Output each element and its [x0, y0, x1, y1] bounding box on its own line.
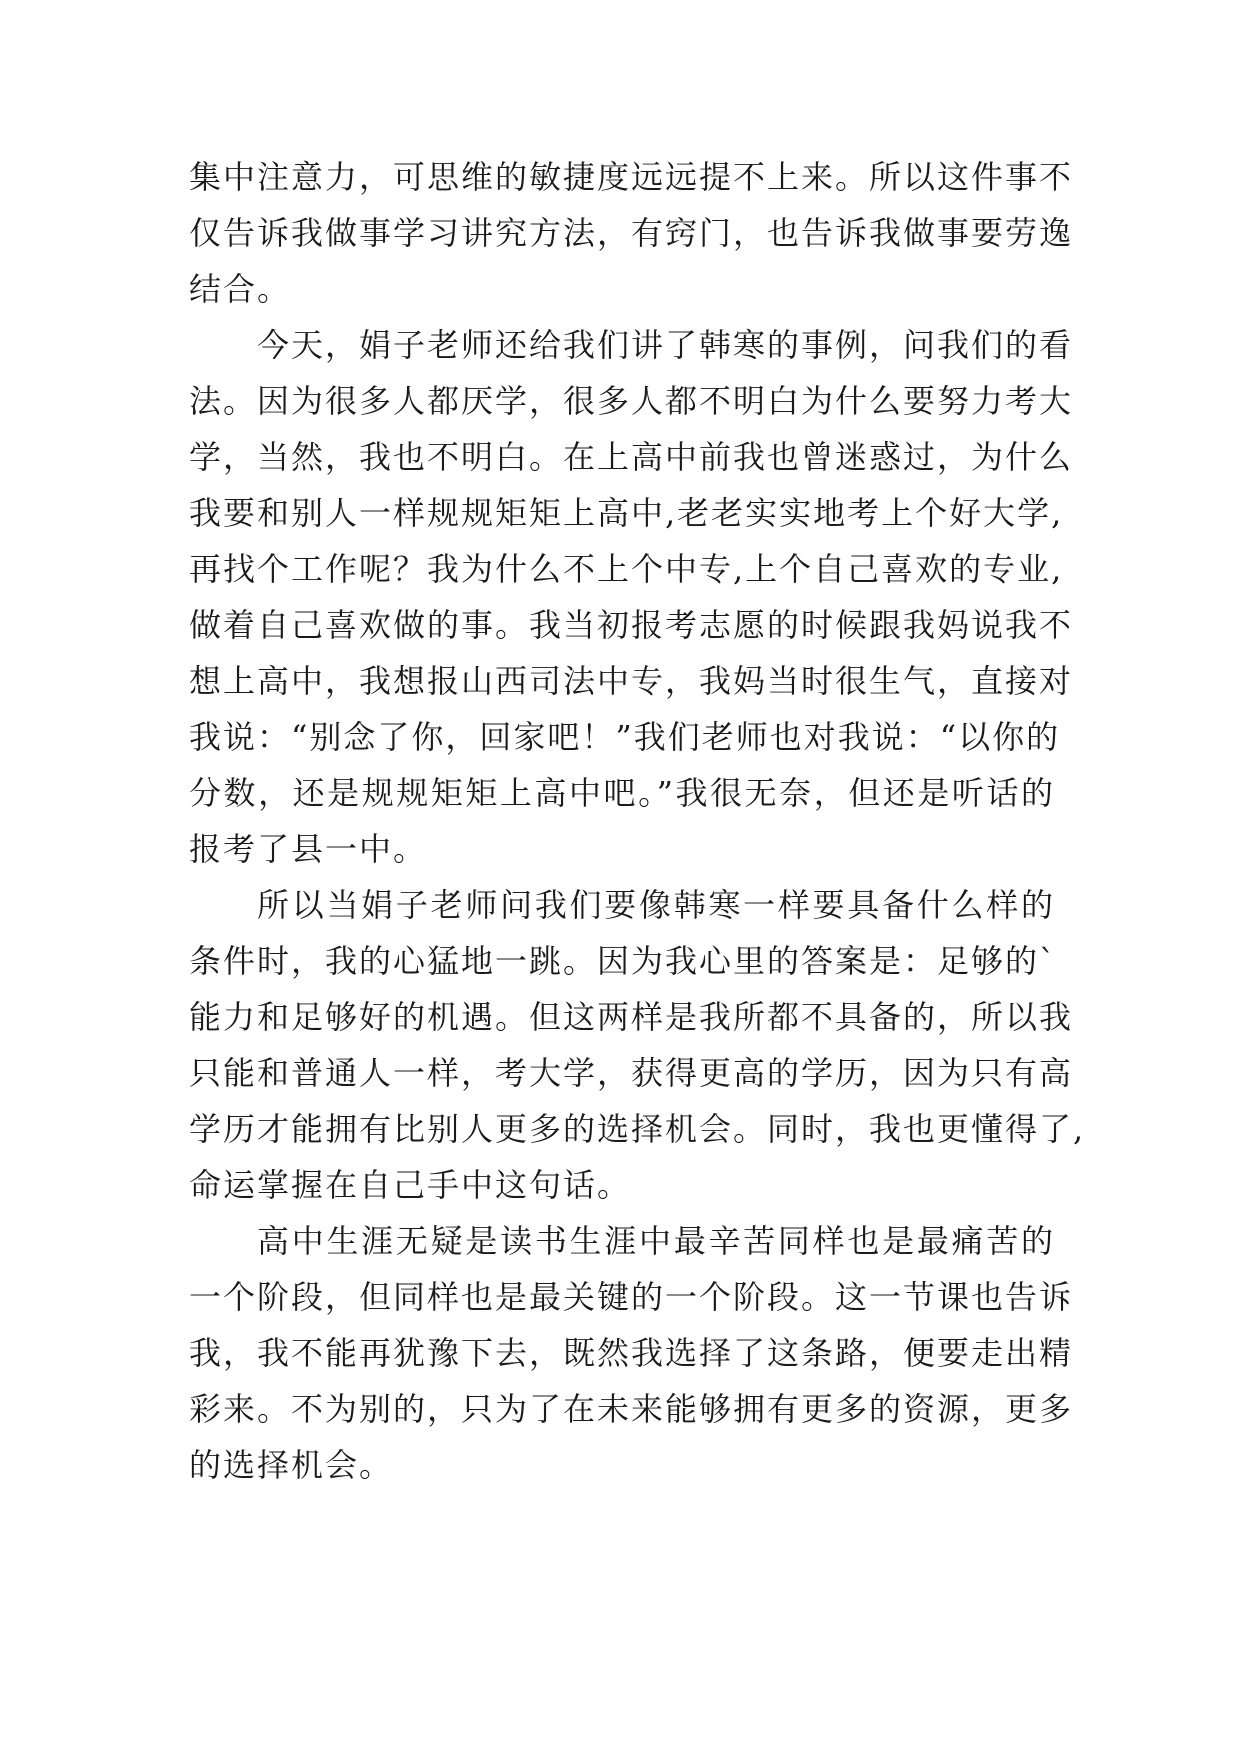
text-line: 做着自己喜欢做的事。我当初报考志愿的时候跟我妈说我不	[189, 606, 1074, 644]
text-line: 集中注意力，可思维的敏捷度远远提不上来。所以这件事不	[189, 158, 1074, 196]
text-line: 我要和别人一样规规矩矩上高中,老老实实地考上个好大学,	[189, 494, 1064, 532]
text-line: 只能和普通人一样，考大学，获得更高的学历，因为只有高	[189, 1054, 1074, 1092]
text-line: 学历才能拥有比别人更多的选择机会。同时，我也更懂得了,	[189, 1110, 1086, 1148]
text-line: 彩来。不为别的，只为了在未来能够拥有更多的资源，更多	[189, 1390, 1074, 1428]
text-line: 再找个工作呢？我为什么不上个中专,上个自己喜欢的专业,	[189, 550, 1064, 588]
paragraph	[189, 877, 1086, 1213]
paragraph	[189, 149, 1074, 317]
text-line: 条件时，我的心猛地一跳。因为我心里的答案是：足够的`	[189, 942, 1058, 980]
essay-body	[189, 149, 1086, 1493]
text-line: 今天，娟子老师还给我们讲了韩寒的事例，问我们的看	[257, 326, 1074, 364]
text-line: 分数，还是规规矩矩上高中吧。”我很无奈，但还是听话的	[189, 774, 1055, 812]
text-line: 一个阶段，但同样也是最关键的一个阶段。这一节课也告诉	[189, 1278, 1074, 1316]
text-line: 能力和足够好的机遇。但这两样是我所都不具备的，所以我	[189, 998, 1074, 1036]
text-line: 高中生涯无疑是读书生涯中最辛苦同样也是最痛苦的	[257, 1222, 1055, 1260]
paragraph	[189, 1213, 1074, 1493]
paragraph	[189, 317, 1074, 877]
text-line: 的选择机会。	[189, 1446, 394, 1484]
text-line: 结合。	[189, 270, 292, 308]
text-line: 法。因为很多人都厌学，很多人都不明白为什么要努力考大	[189, 382, 1074, 420]
text-line: 想上高中，我想报山西司法中专，我妈当时很生气，直接对	[189, 662, 1074, 700]
text-line: 我说：“别念了你，回家吧！”我们老师也对我说：“以你的	[189, 718, 1061, 756]
text-line: 报考了县一中。	[189, 830, 428, 868]
text-line: 学，当然，我也不明白。在上高中前我也曾迷惑过，为什么	[189, 438, 1074, 476]
text-line: 我，我不能再犹豫下去，既然我选择了这条路，便要走出精	[189, 1334, 1074, 1372]
text-line: 命运掌握在自己手中这句话。	[189, 1166, 632, 1204]
text-line: 所以当娟子老师问我们要像韩寒一样要具备什么样的	[257, 886, 1055, 924]
text-line: 仅告诉我做事学习讲究方法，有窍门，也告诉我做事要劳逸	[189, 214, 1074, 252]
